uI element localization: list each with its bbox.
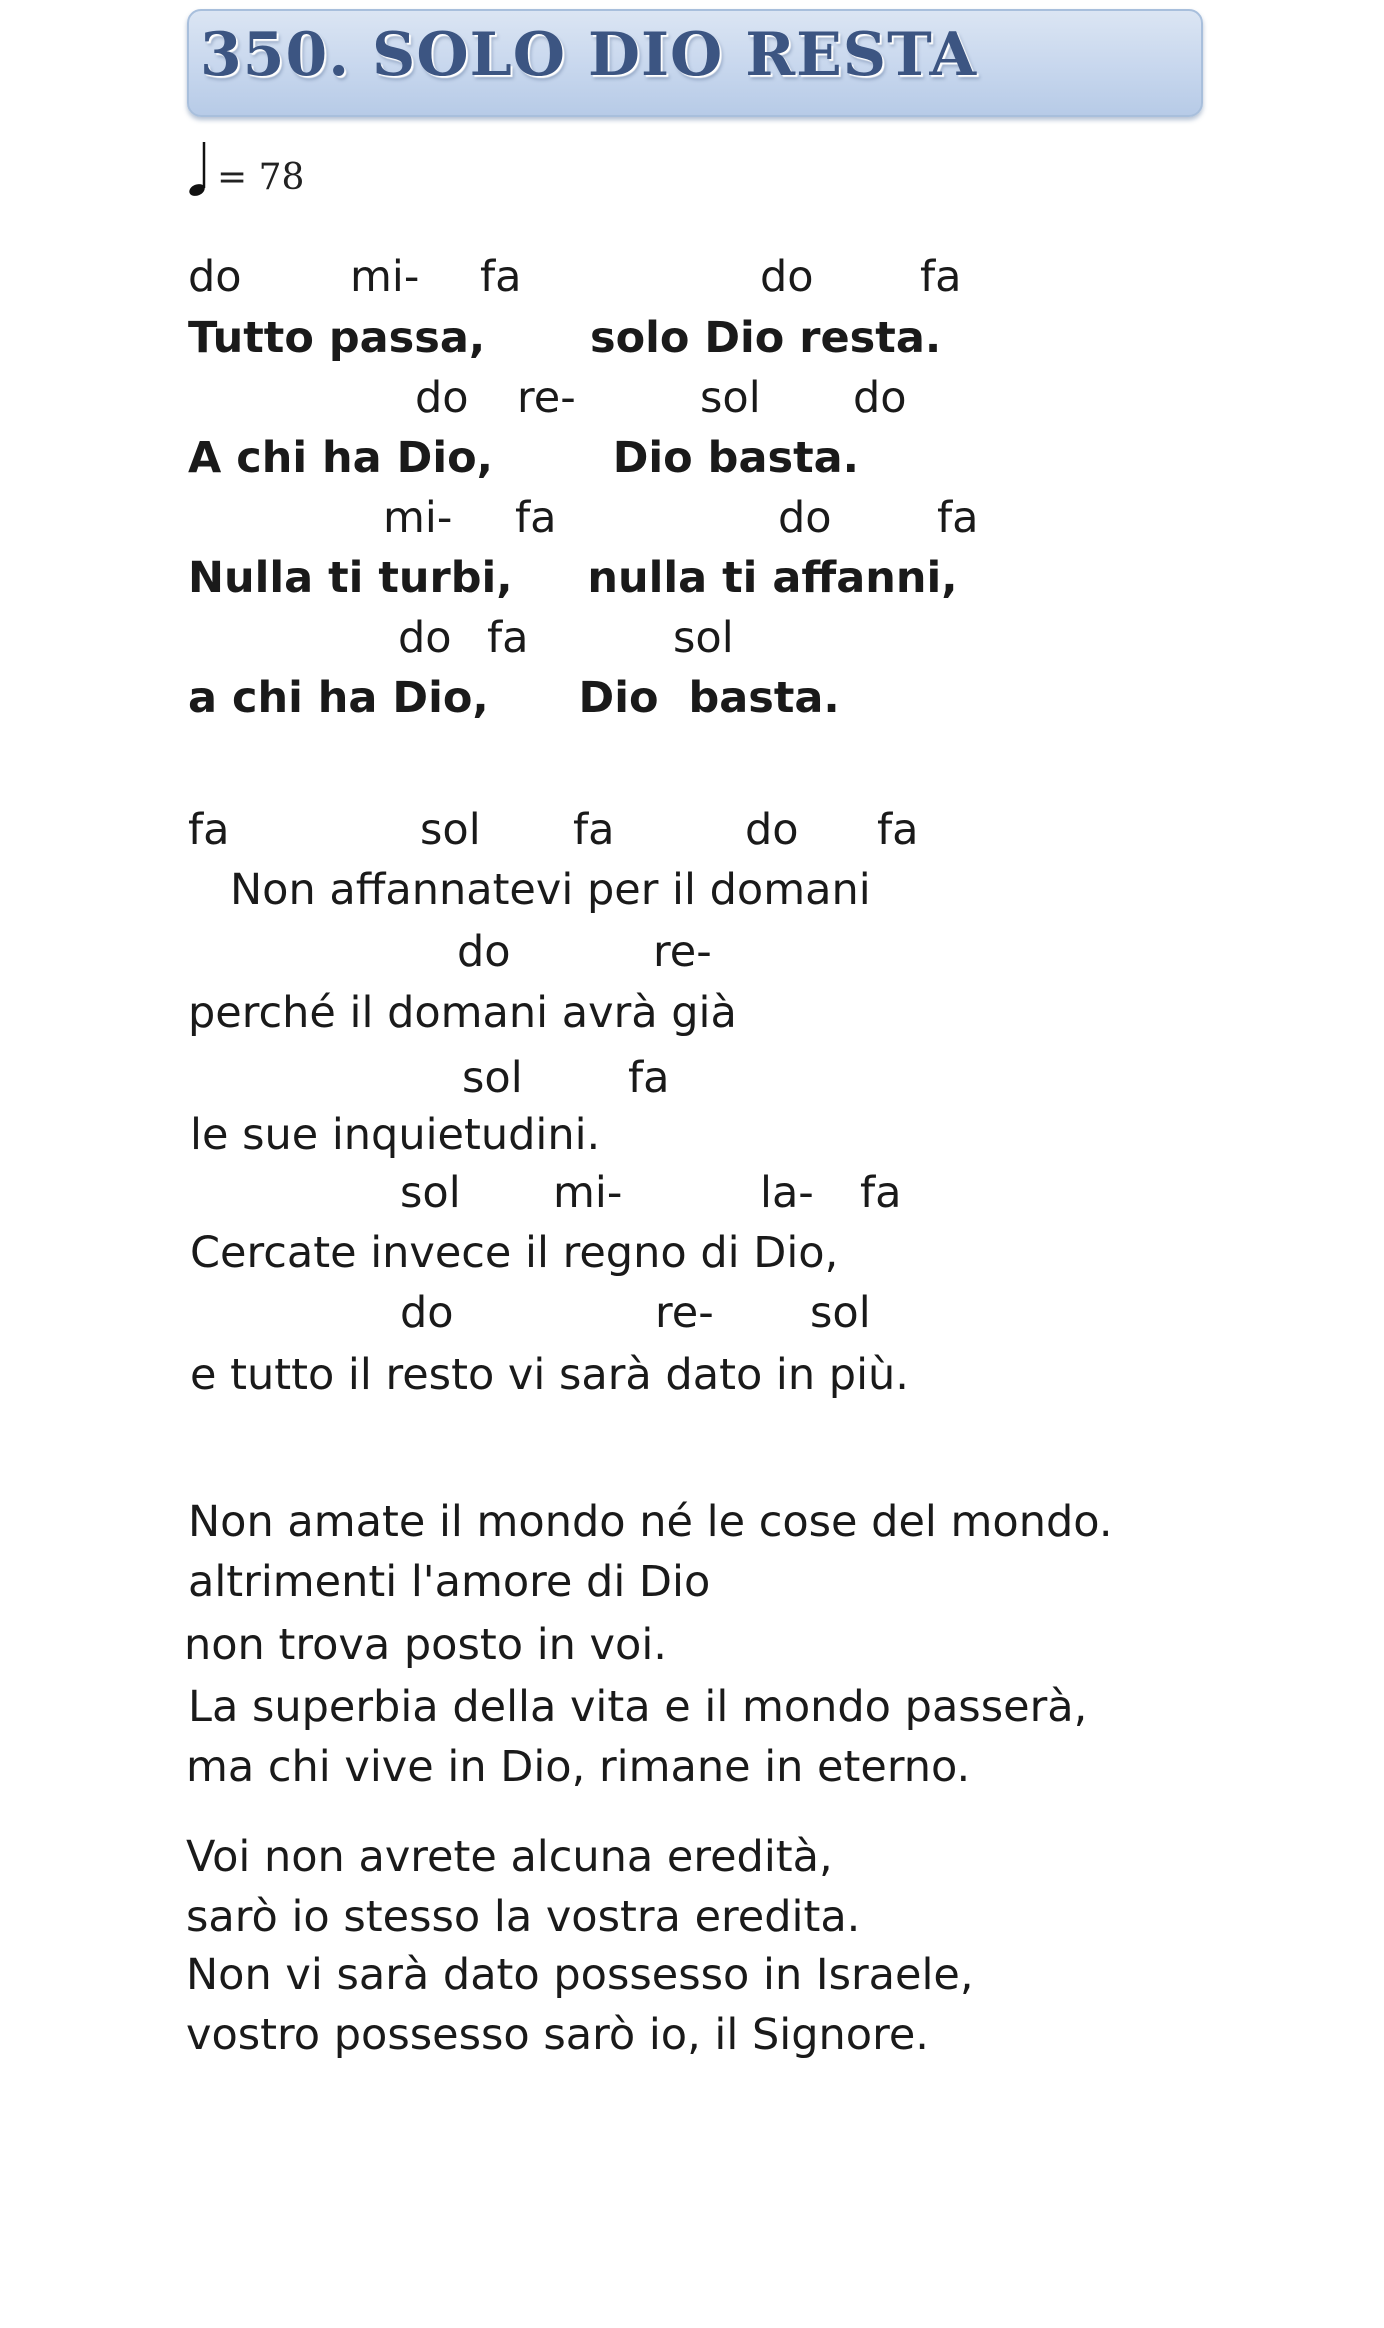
chord: fa xyxy=(860,1168,902,1218)
chord: fa xyxy=(480,252,522,302)
chord: re- xyxy=(517,373,576,423)
chord: do xyxy=(415,373,469,423)
lyric-line: Cercate invece il regno di Dio, xyxy=(190,1228,839,1278)
chord: do xyxy=(745,805,799,855)
chord: sol xyxy=(420,805,481,855)
chord: fa xyxy=(628,1053,670,1103)
chord: sol xyxy=(400,1168,461,1218)
lyric-line: La superbia della vita e il mondo passerà, xyxy=(188,1682,1088,1732)
song-title: 350. SOLO DIO RESTA xyxy=(200,20,978,90)
chord: fa xyxy=(877,805,919,855)
tempo-marking xyxy=(187,138,304,198)
lyric-line: sarò io stesso la vostra eredita. xyxy=(186,1892,861,1942)
chord: fa xyxy=(188,805,230,855)
lyric-line: vostro possesso sarò io, il Signore. xyxy=(186,2010,929,2060)
quarter-note-icon xyxy=(187,140,209,198)
chord: do xyxy=(760,252,814,302)
lyric-line: Non vi sarà dato possesso in Israele, xyxy=(186,1950,974,2000)
chord: sol xyxy=(810,1288,871,1338)
chord: fa xyxy=(487,613,529,663)
lyric-line: Non amate il mondo né le cose del mondo. xyxy=(188,1497,1113,1547)
lyric-line: ma chi vive in Dio, rimane in eterno. xyxy=(186,1742,971,1792)
lyric-line: le sue inquietudini. xyxy=(190,1110,601,1160)
lyric-line: Nulla ti turbi, nulla ti affanni, xyxy=(188,553,958,603)
chord: fa xyxy=(920,252,962,302)
chord: do xyxy=(457,927,511,977)
lyric-line: e tutto il resto vi sarà dato in più. xyxy=(190,1350,909,1400)
lyric-line: A chi ha Dio, Dio basta. xyxy=(188,433,859,483)
lyric-line: perché il domani avrà già xyxy=(188,988,737,1038)
chord: la- xyxy=(760,1168,814,1218)
chord: fa xyxy=(937,493,979,543)
chord: sol xyxy=(673,613,734,663)
chord: do xyxy=(778,493,832,543)
lyric-line: a chi ha Dio, Dio basta. xyxy=(188,673,840,723)
chord: sol xyxy=(462,1053,523,1103)
lyric-line: non trova posto in voi. xyxy=(184,1620,667,1670)
lyric-line: altrimenti l'amore di Dio xyxy=(188,1557,711,1607)
chord: do xyxy=(188,252,242,302)
lyric-line: Non affannatevi per il domani xyxy=(230,865,871,915)
chord: do xyxy=(400,1288,454,1338)
tempo-value: = 78 xyxy=(217,157,305,198)
chord: re- xyxy=(653,927,712,977)
chord: mi- xyxy=(350,252,420,302)
chord: mi- xyxy=(553,1168,623,1218)
chord: re- xyxy=(655,1288,714,1338)
chord: fa xyxy=(573,805,615,855)
chord: do xyxy=(398,613,452,663)
chord: mi- xyxy=(383,493,453,543)
chord: fa xyxy=(515,493,557,543)
lyric-line: Voi non avrete alcuna eredità, xyxy=(186,1832,833,1882)
chord: do xyxy=(853,373,907,423)
chord: sol xyxy=(700,373,761,423)
lyric-line: Tutto passa, solo Dio resta. xyxy=(188,313,942,363)
